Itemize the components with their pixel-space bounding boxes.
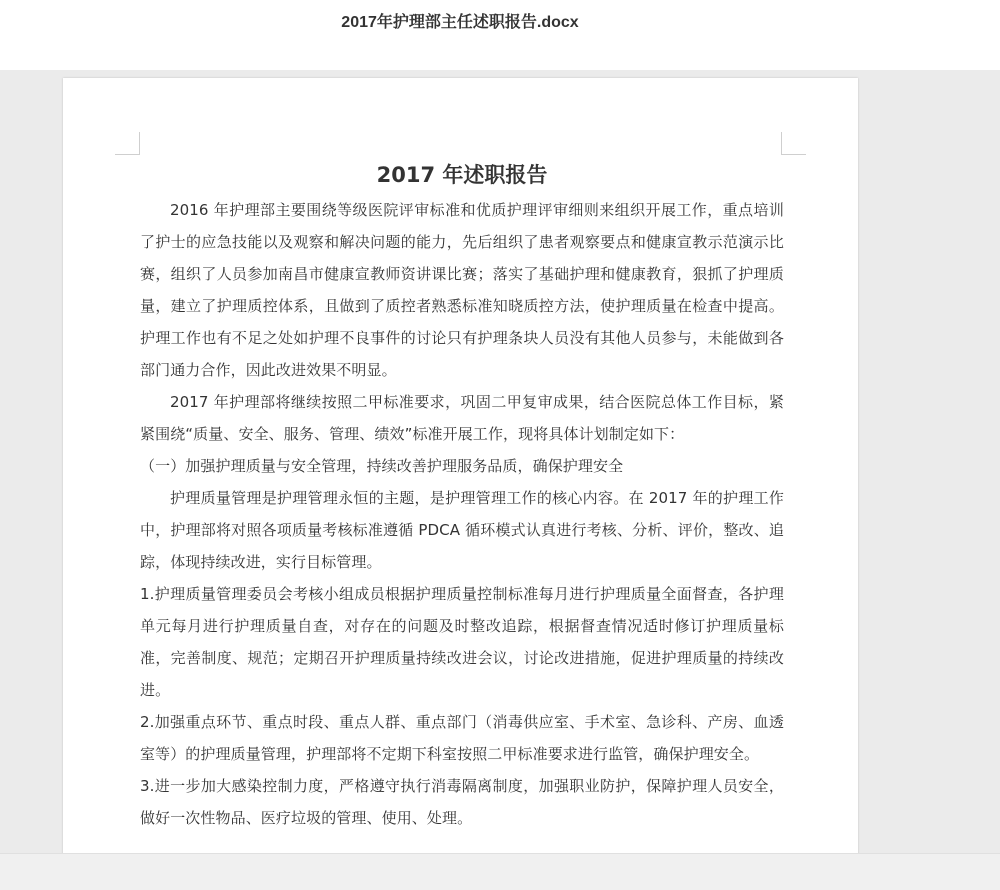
document-file-name: 2017年护理部主任述职报告.docx [341,14,579,31]
page-margin-marker-top-right [781,132,806,155]
paragraph-3: 护理质量管理是护理管理永恒的主题，是护理管理工作的核心内容。在 2017 年的护理工作中，护理部将对照各项质量考核标准遵循 PDCA 循环模式认真进行考核、分析、评价，整改、追踪，体现持续改进，实行目标管理。 [140,489,784,571]
section-heading-1: （一）加强护理质量与安全管理，持续改善护理服务品质，确保护理安全 [140,457,624,475]
list-item-3: 3.进一步加大感染控制力度，严格遵守执行消毒隔离制度，加强职业防护，保障护理人员安全，做好一次性物品、医疗垃圾的管理、使用、处理。 [140,777,784,827]
list-item-2: 2.加强重点环节、重点时段、重点人群、重点部门（消毒供应室、手术室、急诊科、产房、血透室等）的护理质量管理，护理部将不定期下科室按照二甲标准要求进行监管，确保护理安全。 [140,713,784,763]
document-body [140,158,784,834]
title-bar [0,0,1000,70]
list-item-1: 1.护理质量管理委员会考核小组成员根据护理质量控制标准每月进行护理质量全面督查，各护理单元每月进行护理质量自查，对存在的问题及时整改追踪，根据督查情况适时修订护理质量标准，完善制度、规范；定期召开护理质量持续改进会议，讨论改进措施，促进护理质量的持续改进。 [140,585,784,699]
document-viewport[interactable] [0,70,1000,853]
document-page [63,78,858,853]
bottom-bar [0,853,1000,890]
paragraph-1: 2016 年护理部主要围绕等级医院评审标准和优质护理评审细则来组织开展工作，重点培训了护士的应急技能以及观察和解决问题的能力，先后组织了患者观察要点和健康宣教示范演示比赛，组织了人员参加南昌市健康宣教师资讲课比赛；落实了基础护理和健康教育，狠抓了护理质量，建立了护理质控体系，且做到了质控者熟悉标准知晓质控方法，使护理质量在检查中提高。护理工作也有不足之处如护理不良事件的讨论只有护理条块人员没有其他人员参与，未能做到各部门通力合作，因此改进效果不明显。 [140,201,784,379]
document-heading: 2017 年述职报告 [376,163,548,187]
page-margin-marker-top-left [115,132,140,155]
paragraph-2: 2017 年护理部将继续按照二甲标准要求，巩固二甲复审成果，结合医院总体工作目标，紧紧围绕“质量、安全、服务、管理、绩效”标准开展工作，现将具体计划制定如下： [140,393,784,443]
